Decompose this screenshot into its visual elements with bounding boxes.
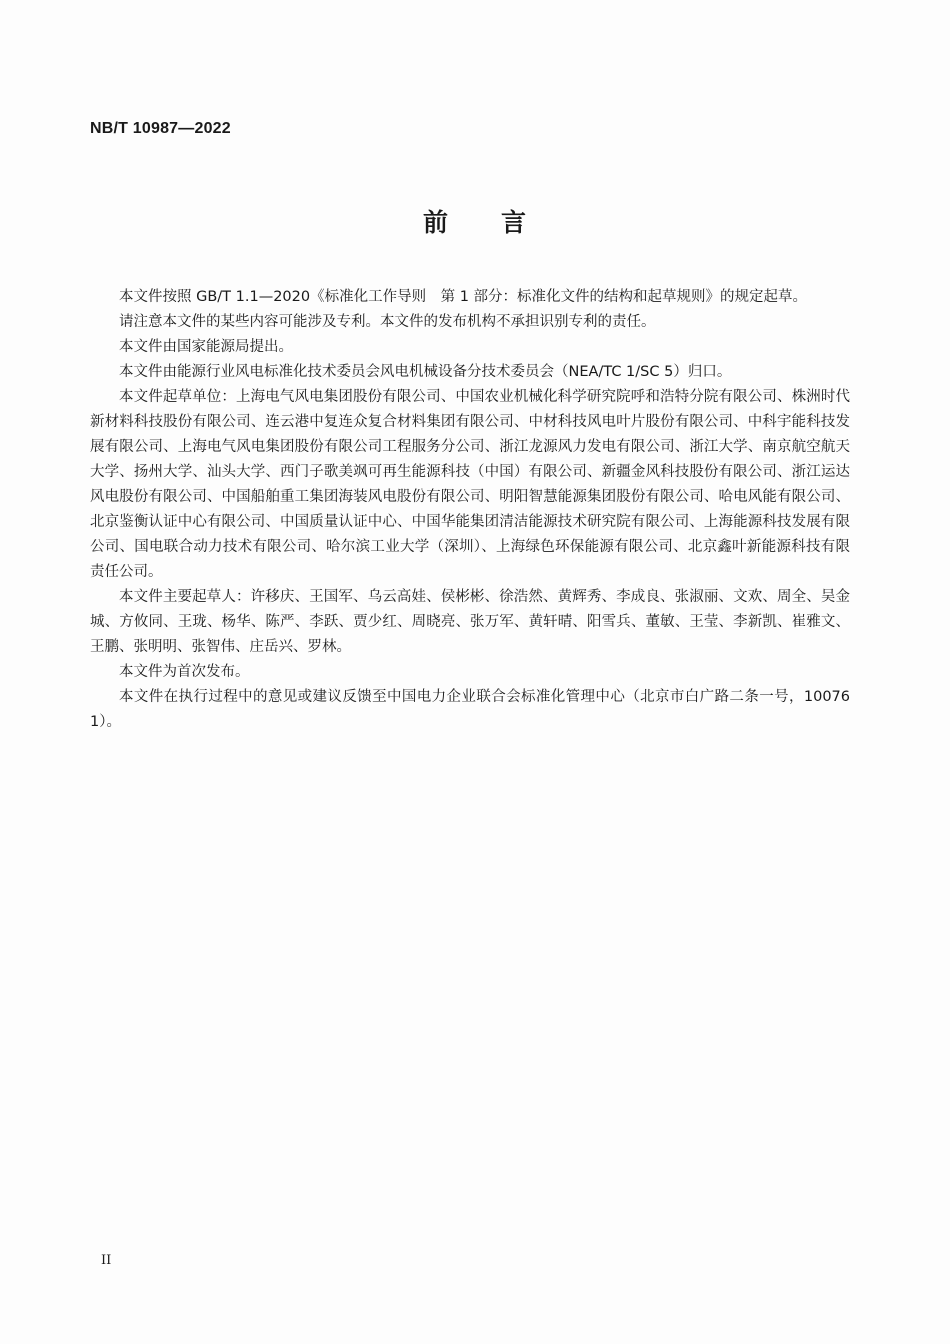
page-number: II — [101, 1253, 112, 1268]
paragraph-first-release: 本文件为首次发布。 — [119, 664, 250, 680]
paragraph-proposer: 本文件由国家能源局提出。 — [119, 339, 293, 355]
title-part-2: 言 — [501, 208, 528, 237]
foreword-body — [90, 285, 850, 735]
title-part-1: 前 — [422, 208, 449, 237]
paragraph-technical-committee: 本文件由能源行业风电标准化技术委员会风电机械设备分技术委员会（NEA/TC 1/SC 5）归口。 — [119, 364, 732, 380]
paragraph-patent-notice: 请注意本文件的某些内容可能涉及专利。本文件的发布机构不承担识别专利的责任。 — [119, 314, 656, 330]
paragraph-drafting-organizations: 本文件起草单位：上海电气风电集团股份有限公司、中国农业机械化科学研究院呼和浩特分院有限公司、株洲时代新材料科技股份有限公司、连云港中复连众复合材料集团有限公司、中材科技风电叶片股份有限公司、中科宇能科技发展有限公司、上海电气风电集团股份有限公司工程服务分公司、浙江龙源风力发电有限公司、浙江大学、南京航空航天大学、扬州大学、汕头大学、西门子歌美飒可再生能源科技（中国）有限公司、新疆金风科技股份有限公司、浙江运达风电股份有限公司、中国船舶重工集团海装风电股份有限公司、明阳智慧能源集团股份有限公司、哈电风能有限公司、北京鉴衡认证中心有限公司、中国质量认证中心、中国华能集团清洁能源技术研究院有限公司、上海能源科技发展有限公司、国电联合动力技术有限公司、哈尔滨工业大学（深圳）、上海绿色环保能源有限公司、北京鑫叶新能源科技有限责任公司。 — [90, 389, 850, 580]
page-title — [0, 203, 950, 239]
paragraph-feedback: 本文件在执行过程中的意见或建议反馈至中国电力企业联合会标准化管理中心（北京市白广路二条一号，100761）。 — [90, 689, 850, 730]
paragraph-drafting-rules: 本文件按照 GB/T 1.1—2020《标准化工作导则 第 1 部分：标准化文件的结构和起草规则》的规定起草。 — [119, 289, 808, 305]
paragraph-main-drafters: 本文件主要起草人：许移庆、王国军、乌云高娃、侯彬彬、徐浩然、黄辉秀、李成良、张淑丽、文欢、周全、吴金城、方攸同、王珑、杨华、陈严、李跃、贾少红、周晓亮、张万军、黄轩晴、阳雪兵、董敏、王莹、李新凯、崔雅文、王鹏、张明明、张智伟、庄岳兴、罗林。 — [90, 589, 850, 655]
document-code: NB/T 10987—2022 — [90, 120, 231, 137]
